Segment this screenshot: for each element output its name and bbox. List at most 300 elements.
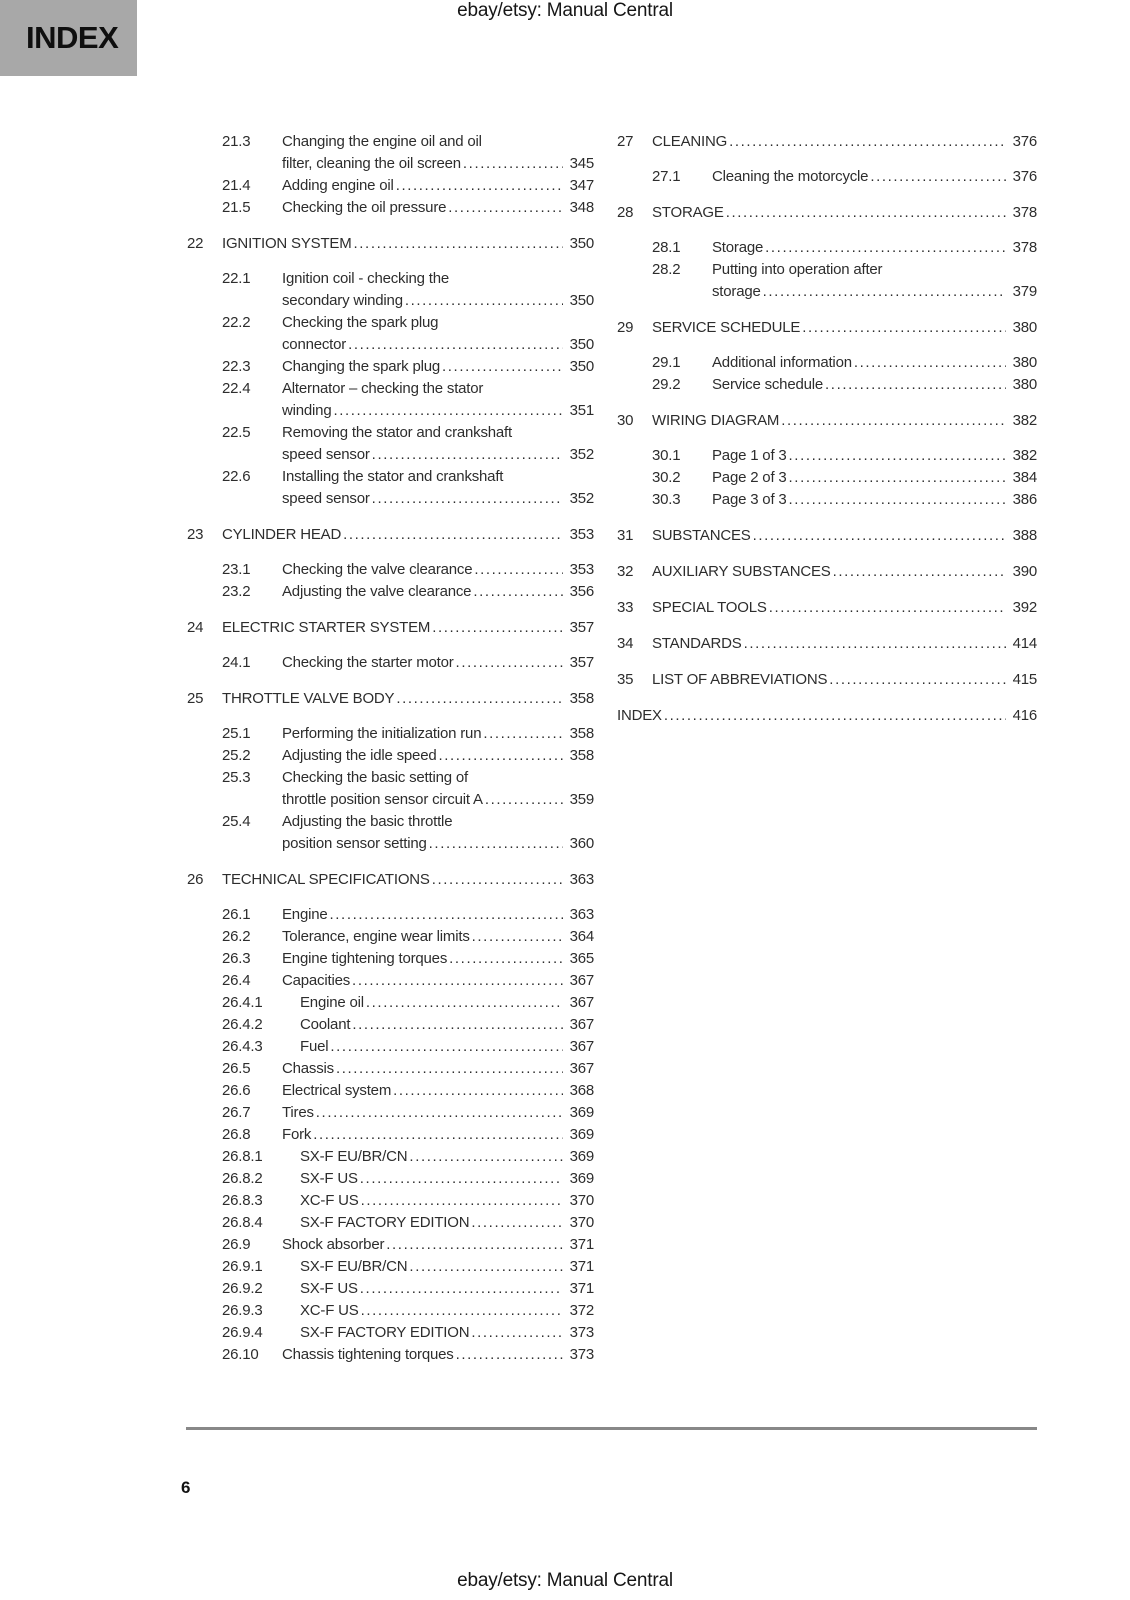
toc-entry-number: 22	[187, 235, 204, 252]
leader-dots	[352, 1014, 563, 1036]
leader-dots	[396, 688, 563, 710]
leader-dots	[485, 789, 563, 811]
leader-dots	[409, 1256, 563, 1278]
toc-chapter-entry[interactable]	[617, 597, 1037, 619]
toc-entry-title-line: Ignition coil - checking the	[282, 270, 449, 287]
toc-column-left	[187, 131, 594, 1366]
toc-entry-title: SX-F EU/BR/CN	[300, 1258, 408, 1275]
toc-section-entry[interactable]	[187, 1256, 594, 1278]
toc-section-entry[interactable]	[187, 131, 594, 175]
toc-entry-page: 373	[569, 1346, 594, 1363]
toc-entry-number: 26.9.2	[222, 1280, 263, 1297]
toc-entry-page: 350	[569, 235, 594, 252]
toc-section-entry[interactable]	[617, 259, 1037, 303]
toc-entry-title: position sensor setting	[282, 835, 427, 852]
toc-entry-number: 23	[187, 526, 204, 543]
toc-entry-number: 33	[617, 599, 634, 616]
toc-section-entry[interactable]	[187, 948, 594, 970]
toc-section-entry[interactable]	[187, 723, 594, 745]
leader-dots	[354, 233, 563, 255]
toc-entry-title: STANDARDS	[652, 635, 742, 652]
toc-section-entry[interactable]	[187, 1234, 594, 1256]
toc-entry-page: 373	[569, 1324, 594, 1341]
toc-entry-number: 30	[617, 412, 634, 429]
toc-entry-title: ELECTRIC STARTER SYSTEM	[222, 619, 431, 636]
toc-section-entry[interactable]	[187, 992, 594, 1014]
toc-entry-title: Cleaning the motorcycle	[712, 168, 869, 185]
toc-entry-page: 348	[569, 199, 594, 216]
toc-entry-title: SX-F US	[300, 1170, 358, 1187]
toc-entry-title: speed sensor	[282, 446, 370, 463]
toc-entry-title-line: Installing the stator and crankshaft	[282, 468, 504, 485]
toc-chapter-entry[interactable]	[187, 617, 594, 639]
toc-entry-number: 26.9	[222, 1236, 251, 1253]
toc-entry-title-line: Putting into operation after	[712, 261, 883, 278]
toc-entry-page: 364	[569, 928, 594, 945]
toc-entry-title: SX-F US	[300, 1280, 358, 1297]
toc-entry-page: 384	[1012, 469, 1037, 486]
toc-entry-title: AUXILIARY SUBSTANCES	[652, 563, 831, 580]
toc-entry-title: throttle position sensor circuit A	[282, 791, 483, 808]
toc-entry-page: 369	[569, 1170, 594, 1187]
toc-entry-page: 367	[569, 1038, 594, 1055]
toc-chapter-entry[interactable]	[617, 410, 1037, 432]
toc-entry-number: 30.3	[652, 491, 681, 508]
toc-entry-page: 367	[569, 972, 594, 989]
toc-entry-number: 26.9.4	[222, 1324, 263, 1341]
toc-section-entry[interactable]	[187, 581, 594, 603]
leader-dots	[348, 334, 563, 356]
toc-entry-number: 26.4	[222, 972, 251, 989]
toc-entry-number: 22.2	[222, 314, 251, 331]
toc-entry-page: 357	[569, 619, 594, 636]
toc-entry-page: 382	[1012, 447, 1037, 464]
toc-entry-number: 26.2	[222, 928, 251, 945]
leader-dots	[833, 561, 1006, 583]
toc-entry-title: Chassis tightening torques	[282, 1346, 454, 1363]
toc-section-entry[interactable]	[187, 356, 594, 378]
leader-dots	[474, 559, 563, 581]
toc-entry-title: CLEANING	[652, 133, 728, 150]
toc-entry-number: 32	[617, 563, 634, 580]
toc-entry-page: 378	[1012, 204, 1037, 221]
toc-entry-number: 28.1	[652, 239, 681, 256]
toc-entry-number: 30.2	[652, 469, 681, 486]
toc-section-entry[interactable]	[187, 1300, 594, 1322]
toc-entry-title: WIRING DIAGRAM	[652, 412, 780, 429]
toc-entry-number: 28.2	[652, 261, 681, 278]
toc-section-entry[interactable]	[617, 237, 1037, 259]
toc-section-entry[interactable]	[187, 422, 594, 466]
leader-dots	[471, 1322, 563, 1344]
toc-entry-page: 350	[569, 358, 594, 375]
toc-entry-page: 382	[1012, 412, 1037, 429]
toc-entry-page: 376	[1012, 133, 1037, 150]
toc-section-entry[interactable]	[187, 1124, 594, 1146]
toc-entry-page: 370	[569, 1192, 594, 1209]
toc-section-entry[interactable]	[617, 374, 1037, 396]
toc-section-entry[interactable]	[187, 1278, 594, 1300]
toc-entry-title: Changing the spark plug	[282, 358, 441, 375]
toc-entry-page: 388	[1012, 527, 1037, 544]
toc-chapter-entry[interactable]	[187, 524, 594, 546]
toc-entry-title: SPECIAL TOOLS	[652, 599, 767, 616]
toc-entry-title-line: Changing the engine oil and oil	[282, 133, 482, 150]
toc-entry-title: LIST OF ABBREVIATIONS	[652, 671, 828, 688]
toc-entry-title: Engine oil	[300, 994, 364, 1011]
toc-entry-title: SERVICE SCHEDULE	[652, 319, 801, 336]
toc-entry-page: 367	[569, 1060, 594, 1077]
toc-entry-page: 363	[569, 871, 594, 888]
toc-entry-title: winding	[282, 402, 332, 419]
toc-entry-number: 24.1	[222, 654, 251, 671]
leader-dots	[456, 1344, 563, 1366]
leader-dots	[313, 1124, 563, 1146]
toc-entry-title: Checking the valve clearance	[282, 561, 473, 578]
leader-dots	[829, 669, 1006, 691]
toc-entry-page: 350	[569, 292, 594, 309]
leader-dots	[463, 153, 563, 175]
toc-entry-number: 26.8	[222, 1126, 251, 1143]
toc-entry-page: 352	[569, 446, 594, 463]
toc-entry-page: 369	[569, 1104, 594, 1121]
toc-section-entry[interactable]	[187, 466, 594, 510]
toc-entry-number: 26.4.2	[222, 1016, 263, 1033]
toc-entry-number: 22.3	[222, 358, 251, 375]
toc-entry-page: 376	[1012, 168, 1037, 185]
toc-section-entry[interactable]	[187, 1322, 594, 1344]
toc-entry-number: 35	[617, 671, 634, 688]
toc-entry-title: Page 2 of 3	[712, 469, 787, 486]
leader-dots	[789, 489, 1006, 511]
toc-entry-title: Fork	[282, 1126, 312, 1143]
toc-entry-page: 359	[569, 791, 594, 808]
toc-chapter-entry[interactable]	[187, 233, 594, 255]
leader-dots	[361, 1300, 563, 1322]
toc-entry-number: 25.2	[222, 747, 251, 764]
toc-section-entry[interactable]	[187, 312, 594, 356]
toc-chapter-entry[interactable]	[187, 869, 594, 891]
toc-entry-number: 30.1	[652, 447, 681, 464]
toc-section-entry[interactable]	[187, 1036, 594, 1058]
toc-chapter-entry[interactable]	[617, 131, 1037, 153]
toc-entry-number: 22.5	[222, 424, 251, 441]
toc-entry-title: Fuel	[300, 1038, 329, 1055]
leader-dots	[333, 400, 563, 422]
toc-entry-page: 371	[569, 1280, 594, 1297]
toc-entry-number: 26	[187, 871, 204, 888]
footer-rule	[186, 1427, 1037, 1430]
toc-entry-title: XC-F US	[300, 1302, 359, 1319]
leader-dots	[316, 1102, 563, 1124]
toc-entry-number: 25.3	[222, 769, 251, 786]
leader-dots	[429, 833, 563, 855]
toc-entry-number: 22.4	[222, 380, 251, 397]
toc-entry-page: 371	[569, 1258, 594, 1275]
leader-dots	[372, 488, 563, 510]
toc-entry-page: 347	[569, 177, 594, 194]
toc-entry-number: 26.6	[222, 1082, 251, 1099]
toc-entry-page: 380	[1012, 354, 1037, 371]
toc-entry-title: IGNITION SYSTEM	[222, 235, 352, 252]
toc-chapter-entry[interactable]	[617, 633, 1037, 655]
toc-section-entry[interactable]	[187, 652, 594, 674]
leader-dots	[763, 281, 1006, 303]
toc-entry-number: 28	[617, 204, 634, 221]
toc-section-entry[interactable]	[187, 175, 594, 197]
toc-entry-page: 358	[569, 690, 594, 707]
toc-entry-number: 24	[187, 619, 204, 636]
leader-dots	[361, 1190, 563, 1212]
toc-entry-page: 371	[569, 1236, 594, 1253]
toc-entry-title: Checking the starter motor	[282, 654, 454, 671]
leader-dots	[432, 617, 563, 639]
toc-entry-number: 27	[617, 133, 634, 150]
leader-dots	[789, 445, 1006, 467]
leader-dots	[472, 926, 563, 948]
toc-entry-number: 21.5	[222, 199, 251, 216]
toc-entry-page: 353	[569, 526, 594, 543]
leader-dots	[352, 970, 563, 992]
toc-entry-title: Performing the initialization run	[282, 725, 482, 742]
toc-entry-page: 380	[1012, 319, 1037, 336]
page-header-watermark: ebay/etsy: Manual Central	[457, 0, 673, 21]
toc-entry-number: 23.2	[222, 583, 251, 600]
toc-chapter-entry[interactable]	[617, 561, 1037, 583]
toc-entry-number: 31	[617, 527, 634, 544]
leader-dots	[744, 633, 1006, 655]
toc-section-entry[interactable]	[187, 1102, 594, 1124]
leader-dots	[360, 1168, 563, 1190]
leader-dots	[729, 131, 1006, 153]
toc-entry-number: 26.5	[222, 1060, 251, 1077]
toc-entry-number: 27.1	[652, 168, 681, 185]
toc-entry-title: SX-F FACTORY EDITION	[300, 1214, 470, 1231]
toc-entry-page: 357	[569, 654, 594, 671]
toc-section-entry[interactable]	[187, 904, 594, 926]
toc-entry-number: 26.8.1	[222, 1148, 263, 1165]
toc-entry-number: 21.4	[222, 177, 251, 194]
toc-entry-title: XC-F US	[300, 1192, 359, 1209]
toc-section-entry[interactable]	[187, 197, 594, 219]
leader-dots	[448, 197, 563, 219]
toc-chapter-entry[interactable]	[617, 669, 1037, 691]
leader-dots	[330, 904, 563, 926]
leader-dots	[726, 202, 1006, 224]
toc-entry-page: 363	[569, 906, 594, 923]
toc-entry-number: 26.1	[222, 906, 251, 923]
toc-entry-page: 358	[569, 725, 594, 742]
leader-dots	[753, 525, 1006, 547]
toc-entry-title: CYLINDER HEAD	[222, 526, 342, 543]
leader-dots	[825, 374, 1006, 396]
toc-entry-title: SX-F FACTORY EDITION	[300, 1324, 470, 1341]
toc-section-entry[interactable]	[187, 1212, 594, 1234]
toc-entry-title: secondary winding	[282, 292, 403, 309]
toc-entry-page: 372	[569, 1302, 594, 1319]
toc-entry-title: SUBSTANCES	[652, 527, 751, 544]
toc-entry-title: Page 3 of 3	[712, 491, 787, 508]
leader-dots	[870, 166, 1006, 188]
toc-entry-page: 379	[1012, 283, 1037, 300]
toc-entry-title-line: Alternator – checking the stator	[282, 380, 484, 397]
toc-section-entry[interactable]	[187, 811, 594, 855]
toc-entry-number: 26.7	[222, 1104, 251, 1121]
toc-entry-title: Service schedule	[712, 376, 824, 393]
toc-section-entry[interactable]	[187, 1168, 594, 1190]
page-number: 6	[181, 1478, 191, 1497]
toc-entry-page: 365	[569, 950, 594, 967]
toc-entry-title: speed sensor	[282, 490, 370, 507]
toc-entry-number: 26.9.1	[222, 1258, 263, 1275]
toc-entry-page: 353	[569, 561, 594, 578]
toc-entry-number: 26.8.3	[222, 1192, 263, 1209]
toc-entry-title: Adding engine oil	[282, 177, 394, 194]
toc-section-entry[interactable]	[617, 352, 1037, 374]
toc-entry-page: 352	[569, 490, 594, 507]
toc-section-entry[interactable]	[187, 926, 594, 948]
toc-entry-title: Chassis	[282, 1060, 334, 1077]
toc-entry-number: 29.1	[652, 354, 681, 371]
leader-dots	[473, 581, 563, 603]
toc-entry-title: connector	[282, 336, 347, 353]
leader-dots	[372, 444, 563, 466]
toc-entry-number: 34	[617, 635, 634, 652]
toc-section-entry[interactable]	[187, 1190, 594, 1212]
leader-dots	[336, 1058, 563, 1080]
leader-dots	[396, 175, 563, 197]
toc-entry-title: Checking the oil pressure	[282, 199, 447, 216]
leader-dots	[789, 467, 1006, 489]
toc-entry-page: 390	[1012, 563, 1037, 580]
toc-entry-title: INDEX	[617, 707, 662, 724]
toc-entry-number: 22.6	[222, 468, 251, 485]
toc-entry-number: 26.3	[222, 950, 251, 967]
toc-entry-title: Adjusting the valve clearance	[282, 583, 472, 600]
toc-entry-number: 23.1	[222, 561, 251, 578]
toc-column-right	[617, 131, 1037, 740]
toc-entry-number: 29.2	[652, 376, 681, 393]
leader-dots	[409, 1146, 563, 1168]
toc-section-entry[interactable]	[617, 166, 1037, 188]
toc-entry-number: 21.3	[222, 133, 251, 150]
leader-dots	[802, 317, 1006, 339]
toc-entry-number: 26.4.1	[222, 994, 263, 1011]
toc-section-entry[interactable]	[617, 445, 1037, 467]
toc-entry-title: TECHNICAL SPECIFICATIONS	[222, 871, 430, 888]
leader-dots	[781, 410, 1006, 432]
toc-entry-title-line: Removing the stator and crankshaft	[282, 424, 512, 441]
toc-entry-number: 22.1	[222, 270, 251, 287]
toc-section-entry[interactable]	[187, 378, 594, 422]
toc-entry-page: 380	[1012, 376, 1037, 393]
toc-entry-title: Page 1 of 3	[712, 447, 787, 464]
toc-entry-page: 378	[1012, 239, 1037, 256]
toc-entry-number: 25.1	[222, 725, 251, 742]
toc-section-entry[interactable]	[187, 1146, 594, 1168]
toc-entry-page: 370	[569, 1214, 594, 1231]
leader-dots	[405, 290, 563, 312]
toc-entry-number: 26.10	[222, 1346, 259, 1363]
toc-entry-page: 367	[569, 994, 594, 1011]
toc-section-entry[interactable]	[187, 767, 594, 811]
toc-entry-title: Adjusting the idle speed	[282, 747, 437, 764]
toc-entry-number: 25.4	[222, 813, 251, 830]
leader-dots	[769, 597, 1006, 619]
leader-dots	[360, 1278, 563, 1300]
toc-entry-number: 26.9.3	[222, 1302, 263, 1319]
toc-entry-page: 360	[569, 835, 594, 852]
leader-dots	[471, 1212, 563, 1234]
leader-dots	[393, 1080, 563, 1102]
toc-section-entry[interactable]	[617, 489, 1037, 511]
toc-chapter-entry[interactable]	[187, 688, 594, 710]
leader-dots	[854, 352, 1006, 374]
index-tab-label: INDEX	[26, 20, 119, 55]
toc-entry-number: 25	[187, 690, 204, 707]
toc-section-entry[interactable]	[187, 1080, 594, 1102]
leader-dots	[366, 992, 563, 1014]
toc-entry-page: 367	[569, 1016, 594, 1033]
toc-entry-title: Additional information	[712, 354, 852, 371]
toc-entry-page: 416	[1012, 707, 1037, 724]
toc-entry-title: storage	[712, 283, 761, 300]
leader-dots	[386, 1234, 563, 1256]
toc-section-entry[interactable]	[617, 467, 1037, 489]
leader-dots	[330, 1036, 563, 1058]
toc-entry-title: Tires	[282, 1104, 314, 1121]
toc-entry-page: 369	[569, 1126, 594, 1143]
toc-entry-title-line: Adjusting the basic throttle	[282, 813, 453, 830]
toc-chapter-entry[interactable]	[617, 317, 1037, 339]
toc-section-entry[interactable]	[187, 559, 594, 581]
toc-entry-page: 350	[569, 336, 594, 353]
toc-entry-title-line: Checking the basic setting of	[282, 769, 468, 786]
leader-dots	[765, 237, 1006, 259]
leader-dots	[432, 869, 563, 891]
toc-entry-page: 358	[569, 747, 594, 764]
toc-entry-title: SX-F EU/BR/CN	[300, 1148, 408, 1165]
toc-entry-title: Shock absorber	[282, 1236, 385, 1253]
leader-dots	[456, 652, 563, 674]
toc-chapter-entry[interactable]	[617, 525, 1037, 547]
toc-entry-number: 29	[617, 319, 634, 336]
toc-entry-page: 368	[569, 1082, 594, 1099]
toc-section-entry[interactable]	[187, 1058, 594, 1080]
toc-entry-page: 351	[569, 402, 594, 419]
toc-entry-title-line: Checking the spark plug	[282, 314, 439, 331]
toc-entry-page: 369	[569, 1148, 594, 1165]
toc-entry-number: 26.8.4	[222, 1214, 263, 1231]
leader-dots	[442, 356, 563, 378]
toc-entry-title: Coolant	[300, 1016, 351, 1033]
leader-dots	[483, 723, 563, 745]
toc-entry-title: Tolerance, engine wear limits	[282, 928, 470, 945]
toc-entry-title: filter, cleaning the oil screen	[282, 155, 461, 172]
toc-chapter-entry[interactable]	[617, 202, 1037, 224]
toc-section-entry[interactable]	[187, 1014, 594, 1036]
leader-dots	[449, 948, 563, 970]
toc-entry-title: Engine tightening torques	[282, 950, 448, 967]
toc-section-entry[interactable]	[187, 970, 594, 992]
toc-entry-number: 26.8.2	[222, 1170, 263, 1187]
toc-section-entry[interactable]	[187, 1344, 594, 1366]
toc-entry-title: STORAGE	[652, 204, 724, 221]
toc-section-entry[interactable]	[187, 268, 594, 312]
toc-section-entry[interactable]	[187, 745, 594, 767]
toc-entry-title: Capacities	[282, 972, 351, 989]
toc-chapter-entry[interactable]	[617, 705, 1037, 727]
